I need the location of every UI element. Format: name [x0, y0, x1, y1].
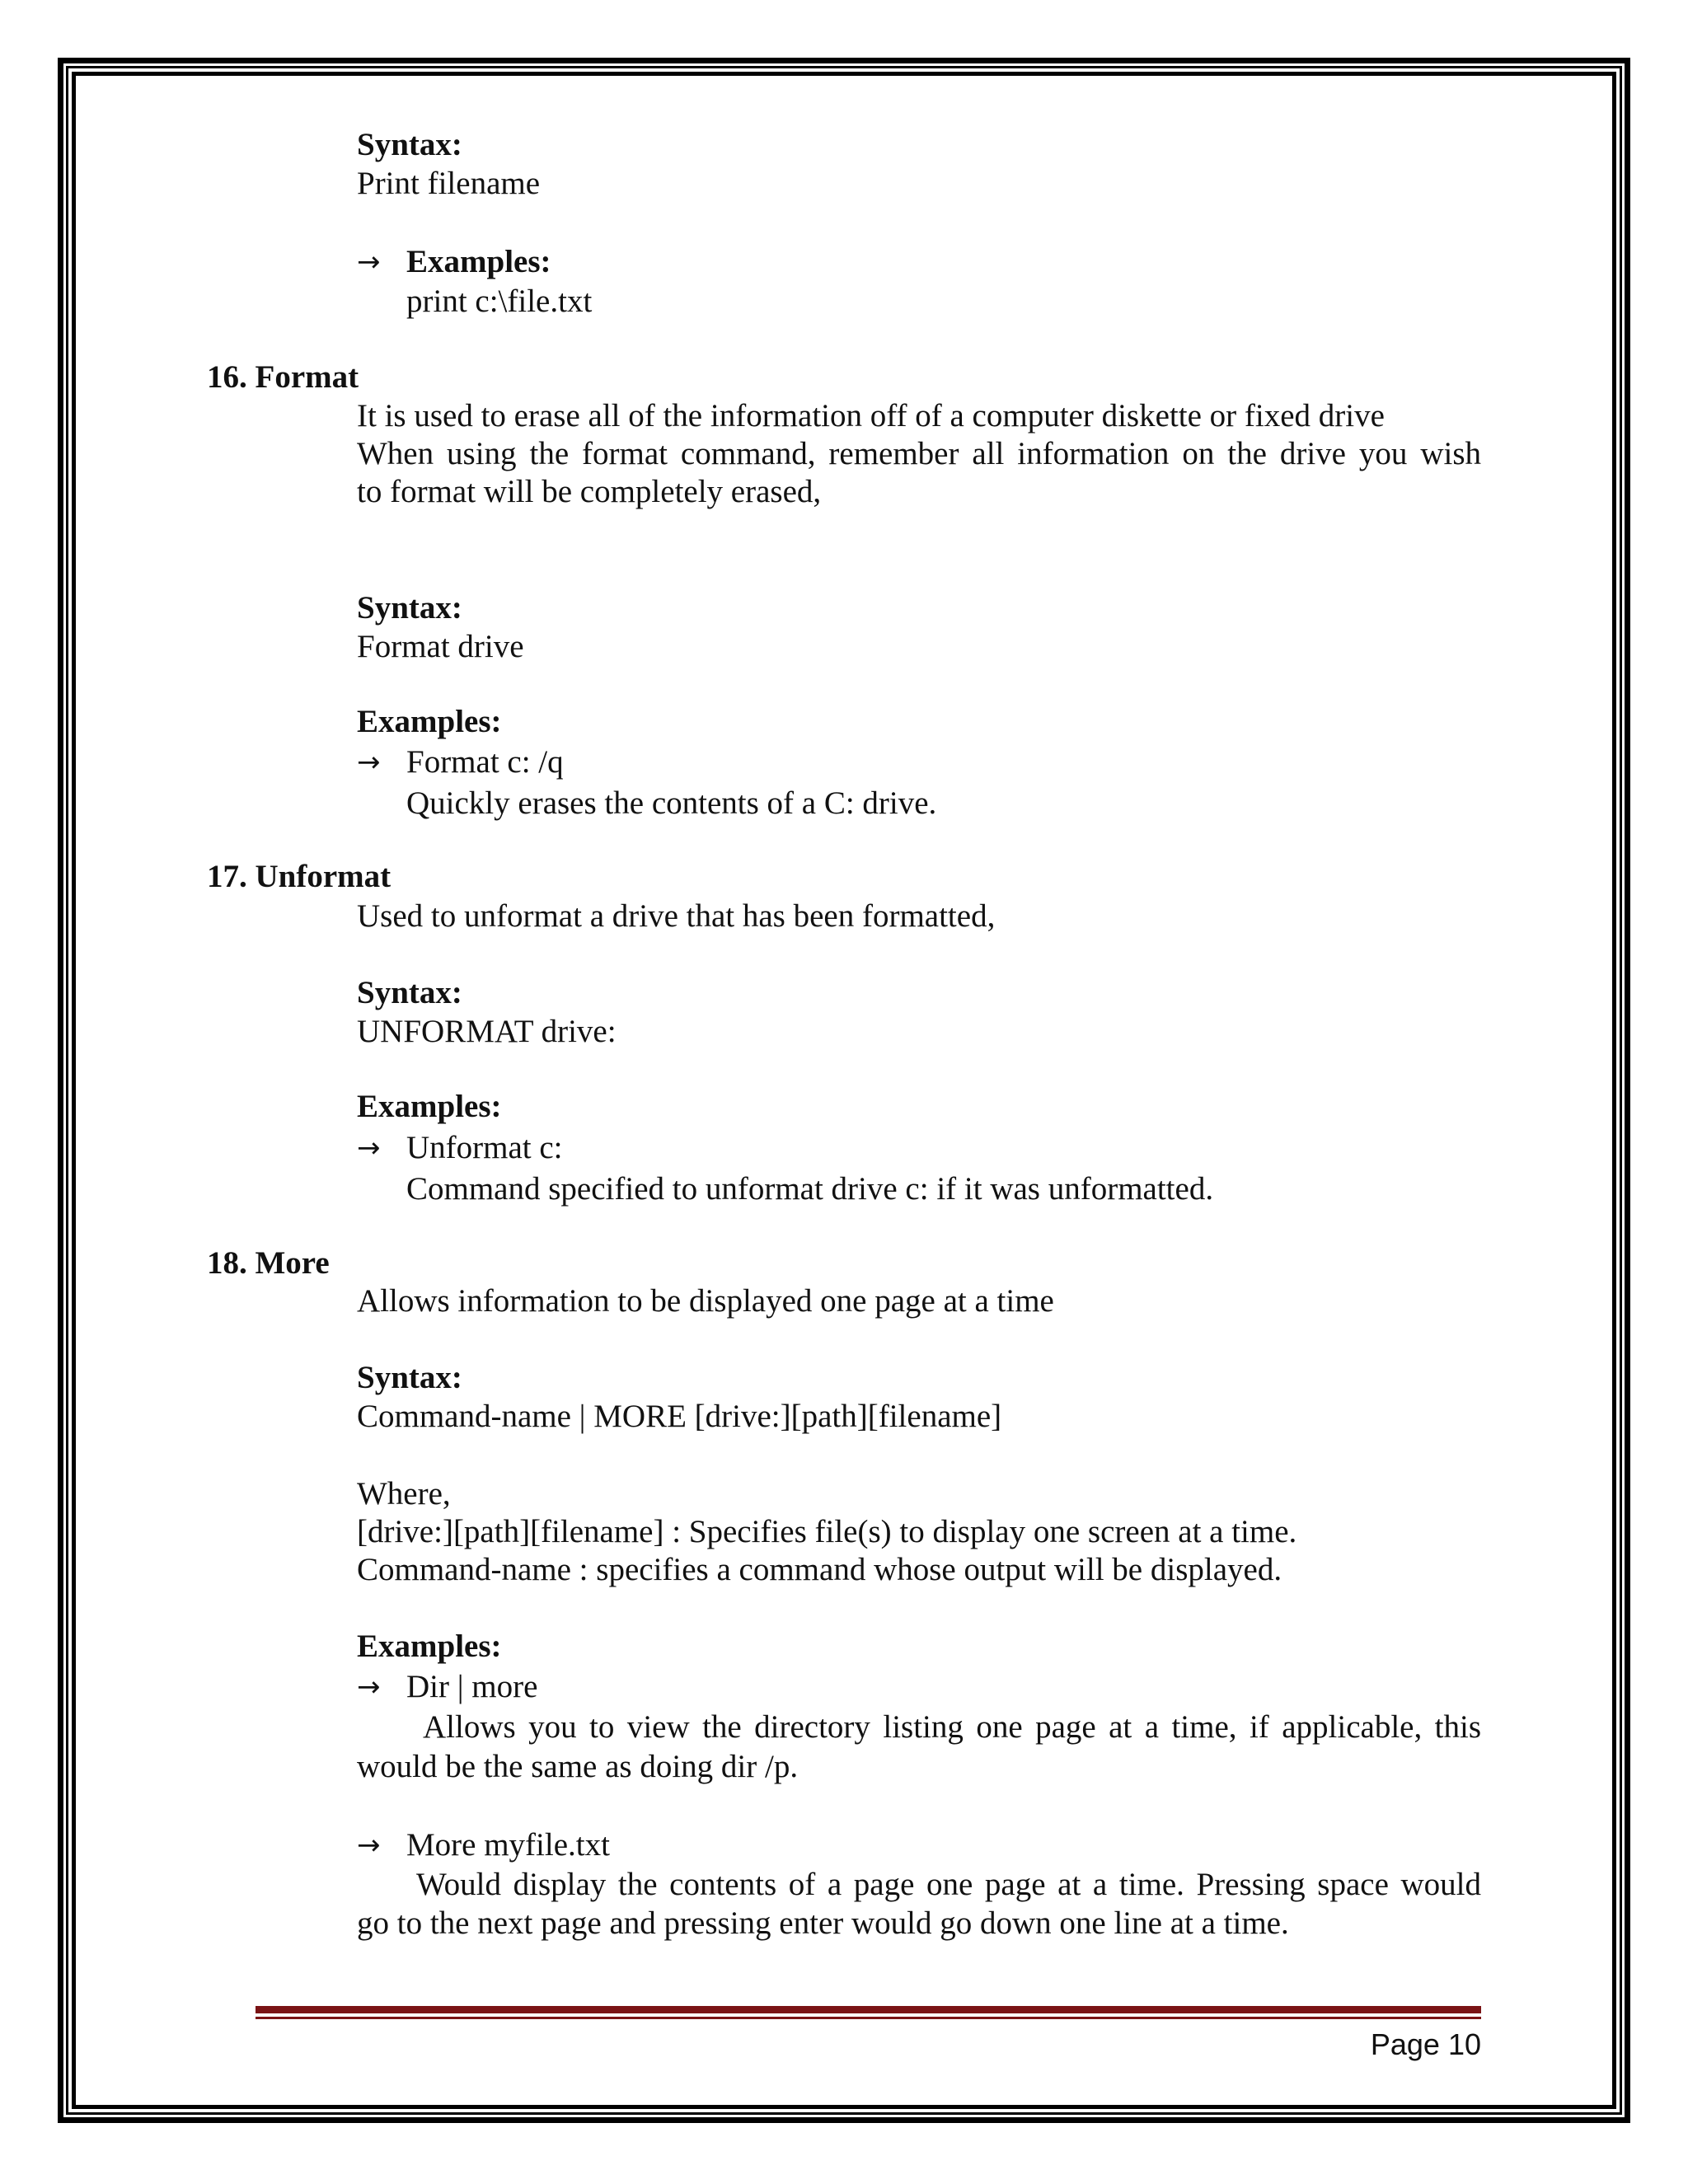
- section-heading-more: 18. More: [207, 1245, 330, 1281]
- arrow-icon: →: [357, 1671, 381, 1704]
- footer-rule-thin: [256, 2017, 1481, 2019]
- print-example-text: print c:\file.txt: [406, 284, 593, 319]
- more-example1-desc-line-1: Allows you to view the directory listing one page at a time, if applicable, this: [423, 1709, 1481, 1745]
- format-desc-line-2: When using the format command, remember all information on the drive you wish: [357, 436, 1481, 471]
- footer-rule: [256, 2006, 1481, 2013]
- format-desc-line-3: to format will be completely erased,: [357, 474, 822, 509]
- format-example-desc: Quickly erases the contents of a C: drive.: [406, 785, 937, 821]
- format-examples-heading: Examples:: [357, 704, 502, 739]
- more-example2-desc-line-2: go to the next page and pressing enter would go down one line at a time.: [357, 1905, 1289, 1941]
- print-syntax-text: Print filename: [357, 166, 541, 201]
- unformat-examples-heading: Examples:: [357, 1089, 502, 1124]
- more-syntax-heading: Syntax:: [357, 1360, 462, 1395]
- arrow-icon: →: [357, 1132, 381, 1165]
- arrow-icon: →: [357, 246, 381, 279]
- section-heading-unformat: 17. Unformat: [207, 859, 392, 894]
- format-syntax-text: Format drive: [357, 629, 524, 664]
- print-syntax-heading: Syntax:: [357, 127, 462, 162]
- arrow-icon: →: [357, 1829, 381, 1862]
- more-example1-desc-line-2: would be the same as doing dir /p.: [357, 1749, 799, 1784]
- more-syntax-text: Command-name | MORE [drive:][path][filename]: [357, 1399, 1002, 1434]
- print-examples-heading: Examples:: [406, 244, 551, 279]
- unformat-syntax-text: UNFORMAT drive:: [357, 1014, 617, 1049]
- more-examples-heading: Examples:: [357, 1629, 502, 1664]
- unformat-example-cmd: Unformat c:: [406, 1130, 563, 1165]
- more-where: Where,: [357, 1476, 451, 1511]
- more-desc: Allows information to be displayed one page at a time: [357, 1283, 1054, 1319]
- unformat-example-desc: Command specified to unformat drive c: if it was unformatted.: [406, 1171, 1214, 1207]
- more-where-line-1: [drive:][path][filename] : Specifies file(s) to display one screen at a time.: [357, 1514, 1297, 1549]
- more-example1-cmd: Dir | more: [406, 1669, 538, 1704]
- format-example-cmd: Format c: /q: [406, 744, 564, 780]
- unformat-desc: Used to unformat a drive that has been formatted,: [357, 898, 996, 934]
- arrow-icon: →: [357, 746, 381, 779]
- unformat-syntax-heading: Syntax:: [357, 975, 462, 1010]
- section-heading-format: 16. Format: [207, 359, 359, 395]
- format-syntax-heading: Syntax:: [357, 590, 462, 626]
- page-number: Page 10: [1370, 2027, 1481, 2061]
- more-example2-desc-line-1: Would display the contents of a page one page at a time. Pressing space would: [416, 1867, 1481, 1902]
- more-where-line-2: Command-name : specifies a command whose output will be displayed.: [357, 1552, 1282, 1587]
- more-example2-cmd: More myfile.txt: [406, 1827, 610, 1863]
- format-desc-line-1: It is used to erase all of the information off of a computer diskette or fixed drive: [357, 398, 1385, 434]
